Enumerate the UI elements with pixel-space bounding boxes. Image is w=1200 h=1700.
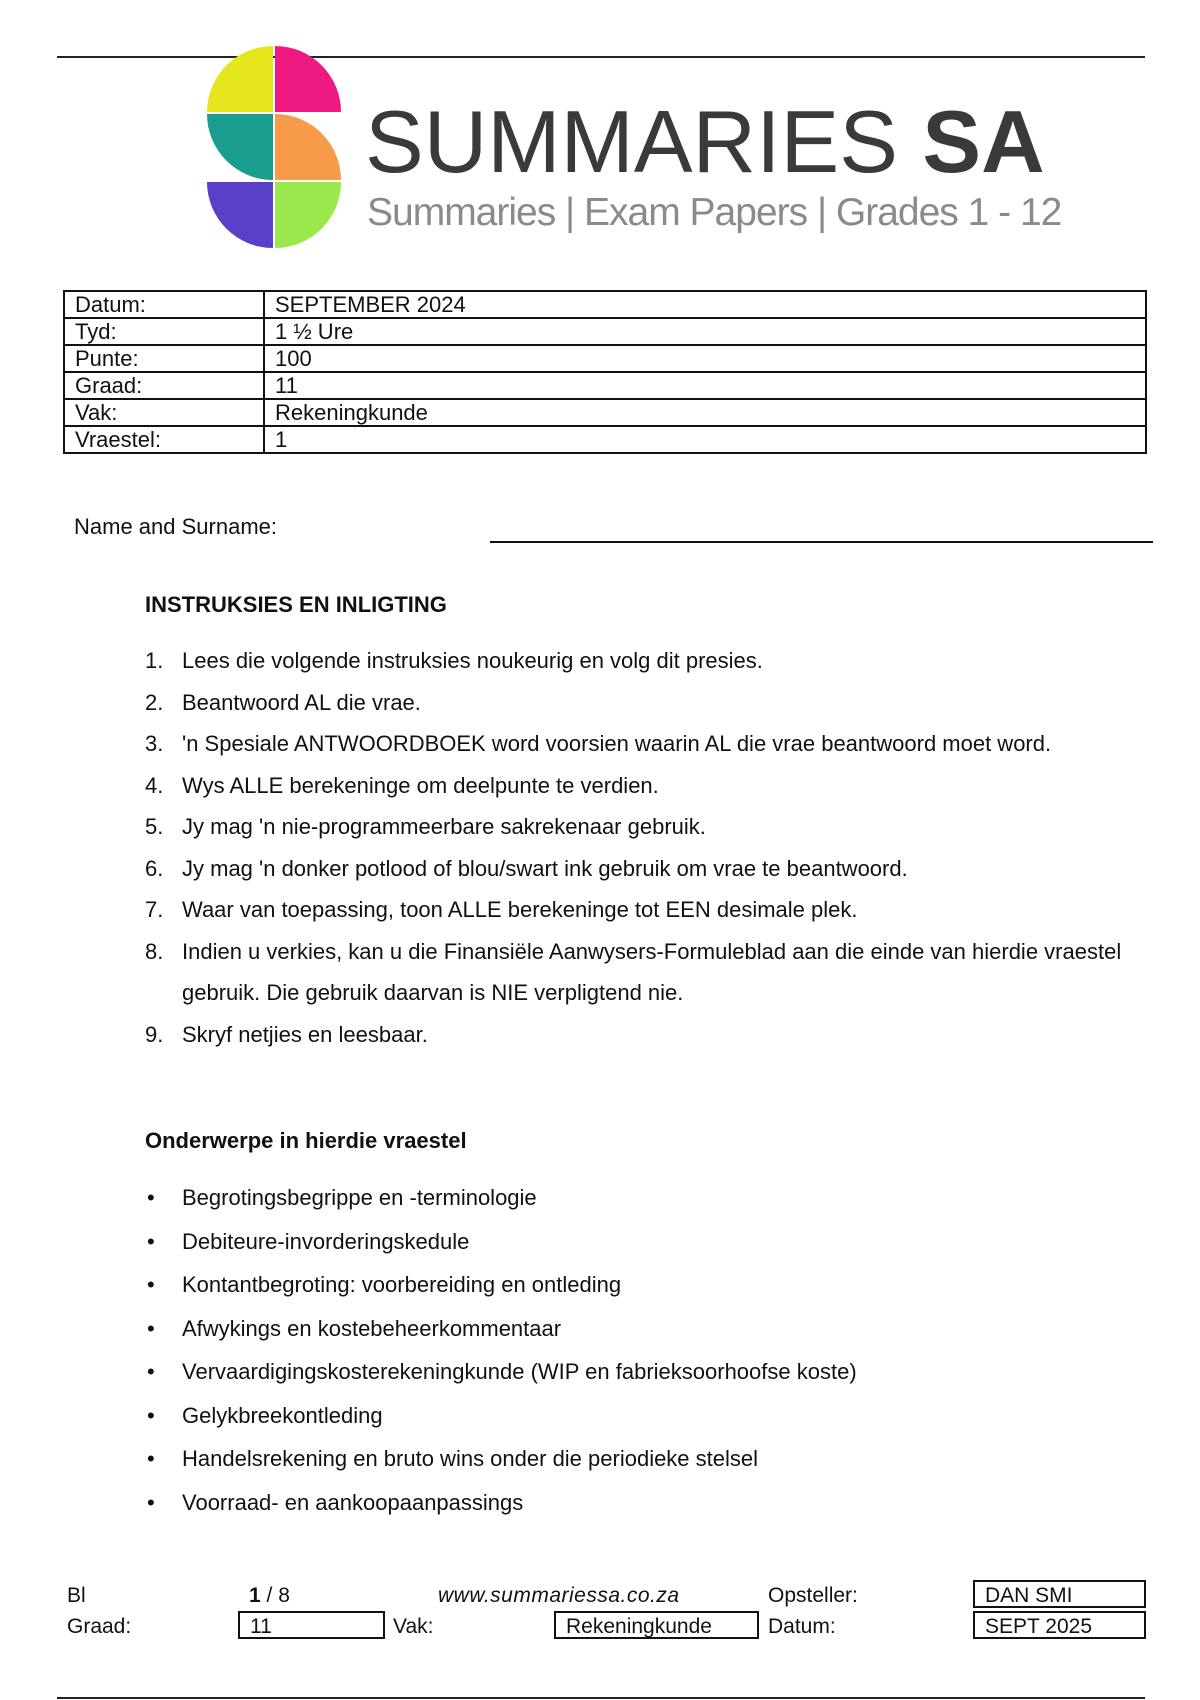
logo-teal-segment [207,114,273,180]
instruction-text: Jy mag 'n nie-programmeerbare sakrekenaar gebruik. [182,814,706,839]
instruction-number: 5. [145,814,164,839]
topic-text: Voorraad- en aankoopaanpassings [182,1489,524,1515]
brand-title [365,92,1045,191]
name-surname-label: Name and Surname: [74,514,277,539]
info-row [64,399,1146,426]
info-value: 1 ½ Ure [264,318,1146,345]
exam-info-table [63,290,1147,454]
instruction-item [145,806,1145,848]
name-surname-input-line[interactable] [490,541,1153,543]
info-value: 100 [264,345,1146,372]
logo-orange-segment [275,114,341,180]
topic-item [145,1176,1145,1220]
topic-text: Handelsrekening en bruto wins onder die periodieke stelsel [182,1446,759,1471]
instruction-number: 1. [145,648,164,673]
instruction-number: 7. [145,897,164,922]
info-key: Punte: [64,345,264,372]
info-value: Rekeningkunde [264,399,1146,426]
topic-item [145,1263,1145,1307]
info-value: 1 [264,426,1146,453]
instruction-item [145,931,1145,1014]
info-row [64,318,1146,345]
info-key: Tyd: [64,318,264,345]
instructions-heading: INSTRUKSIES EN INLIGTING [145,592,447,617]
topic-item [145,1220,1145,1264]
instruction-number: 2. [145,689,164,715]
footer-date-value: SEPT 2025 [973,1611,1146,1639]
info-key: Datum: [64,291,264,318]
info-row [64,372,1146,399]
instruction-text: Beantwoord AL die vrae. [182,689,421,715]
info-value: SEPTEMBER 2024 [264,291,1146,318]
instruction-item [145,640,1145,682]
footer-page-number [249,1583,290,1609]
info-row [64,426,1146,453]
bullet-icon: • [147,1402,155,1428]
instruction-item [145,1014,1145,1056]
instruction-text: Lees die volgende instruksies noukeurig en volg dit presies. [182,648,763,673]
footer-website-link[interactable]: www.summariessa.co.za [438,1584,680,1607]
instruction-item [145,848,1145,890]
instruction-text: Indien u verkies, kan u die Finansiële Aanwysers-Formuleblad aan die einde van hierdie vraestel gebruik. Die gebruik daarvan is NIE verpligtend nie. [182,938,1122,1005]
footer-page-current: 1 [249,1584,261,1607]
topic-text: Debiteure-invorderingskedule [182,1228,470,1254]
logo-magenta-segment [275,46,341,112]
instruction-number: 8. [145,938,164,964]
bullet-icon: • [147,1489,155,1515]
footer-author-label: Opsteller: [768,1584,858,1607]
instructions-list [145,640,1145,1055]
bullet-icon: • [147,1185,155,1210]
info-row [64,345,1146,372]
footer-author-value: DAN SMI [973,1580,1146,1608]
topic-item [145,1350,1145,1394]
instruction-text: Jy mag 'n donker potlood of blou/swart ink gebruik om vrae te beantwoord. [182,855,908,881]
topic-text: Gelykbreekontleding [182,1402,383,1428]
topics-list [145,1176,1145,1524]
topic-text: Afwykings en kostebeheerkommentaar [182,1315,562,1341]
info-row [64,291,1146,318]
info-value: 11 [264,372,1146,399]
instruction-text: Skryf netjies en leesbaar. [182,1021,428,1047]
footer-subject-value: Rekeningkunde [554,1611,759,1639]
instruction-number: 3. [145,731,164,756]
bullet-icon: • [147,1315,155,1341]
instruction-text: 'n Spesiale ANTWOORDBOEK word voorsien waarin AL die vrae beantwoord moet word. [182,731,1052,756]
logo-yellow-segment [207,46,273,112]
bullet-icon: • [147,1446,155,1471]
topic-text: Vervaardigingskosterekeningkunde (WIP en fabrieksoorhoofse koste) [182,1359,857,1384]
bullet-icon: • [147,1228,155,1254]
bullet-icon: • [147,1359,155,1384]
instruction-number: 9. [145,1021,164,1047]
brand-tagline: Summaries | Exam Papers | Grades 1 - 12 [367,191,1062,234]
info-key: Vraestel: [64,426,264,453]
instruction-number: 4. [145,772,164,798]
topic-text: Kontantbegroting: voorbereiding en ontleding [182,1272,622,1297]
topic-item [145,1394,1145,1438]
bottom-rule [57,1697,1145,1699]
topic-text: Begrotingsbegrippe en -terminologie [182,1185,537,1210]
info-key: Graad: [64,372,264,399]
topic-item [145,1437,1145,1481]
logo-purple-segment [207,182,273,248]
footer-page-label: Bl [67,1584,86,1607]
instruction-text: Waar van toepassing, toon ALLE berekeninge tot EEN desimale plek. [182,897,858,922]
summaries-sa-logo-icon [205,44,345,249]
footer-page-total: / 8 [260,1584,290,1607]
instruction-item [145,889,1145,931]
instruction-item [145,723,1145,765]
brand-title-bold: SA [922,92,1045,191]
footer-grade-value: 11 [238,1611,385,1639]
brand-title-light: SUMMARIES [365,92,923,191]
footer-date-label: Datum: [768,1615,836,1638]
info-key: Vak: [64,399,264,426]
bullet-icon: • [147,1272,155,1297]
topics-heading: Onderwerpe in hierdie vraestel [145,1128,467,1153]
topic-item [145,1481,1145,1525]
footer-grade-label: Graad: [67,1615,132,1638]
topic-item [145,1307,1145,1351]
instruction-item [145,682,1145,724]
logo-green-segment [275,182,341,248]
instruction-text: Wys ALLE berekeninge om deelpunte te verdien. [182,772,659,798]
instruction-item [145,765,1145,807]
footer-subject-label: Vak: [393,1615,434,1638]
instruction-number: 6. [145,855,164,881]
